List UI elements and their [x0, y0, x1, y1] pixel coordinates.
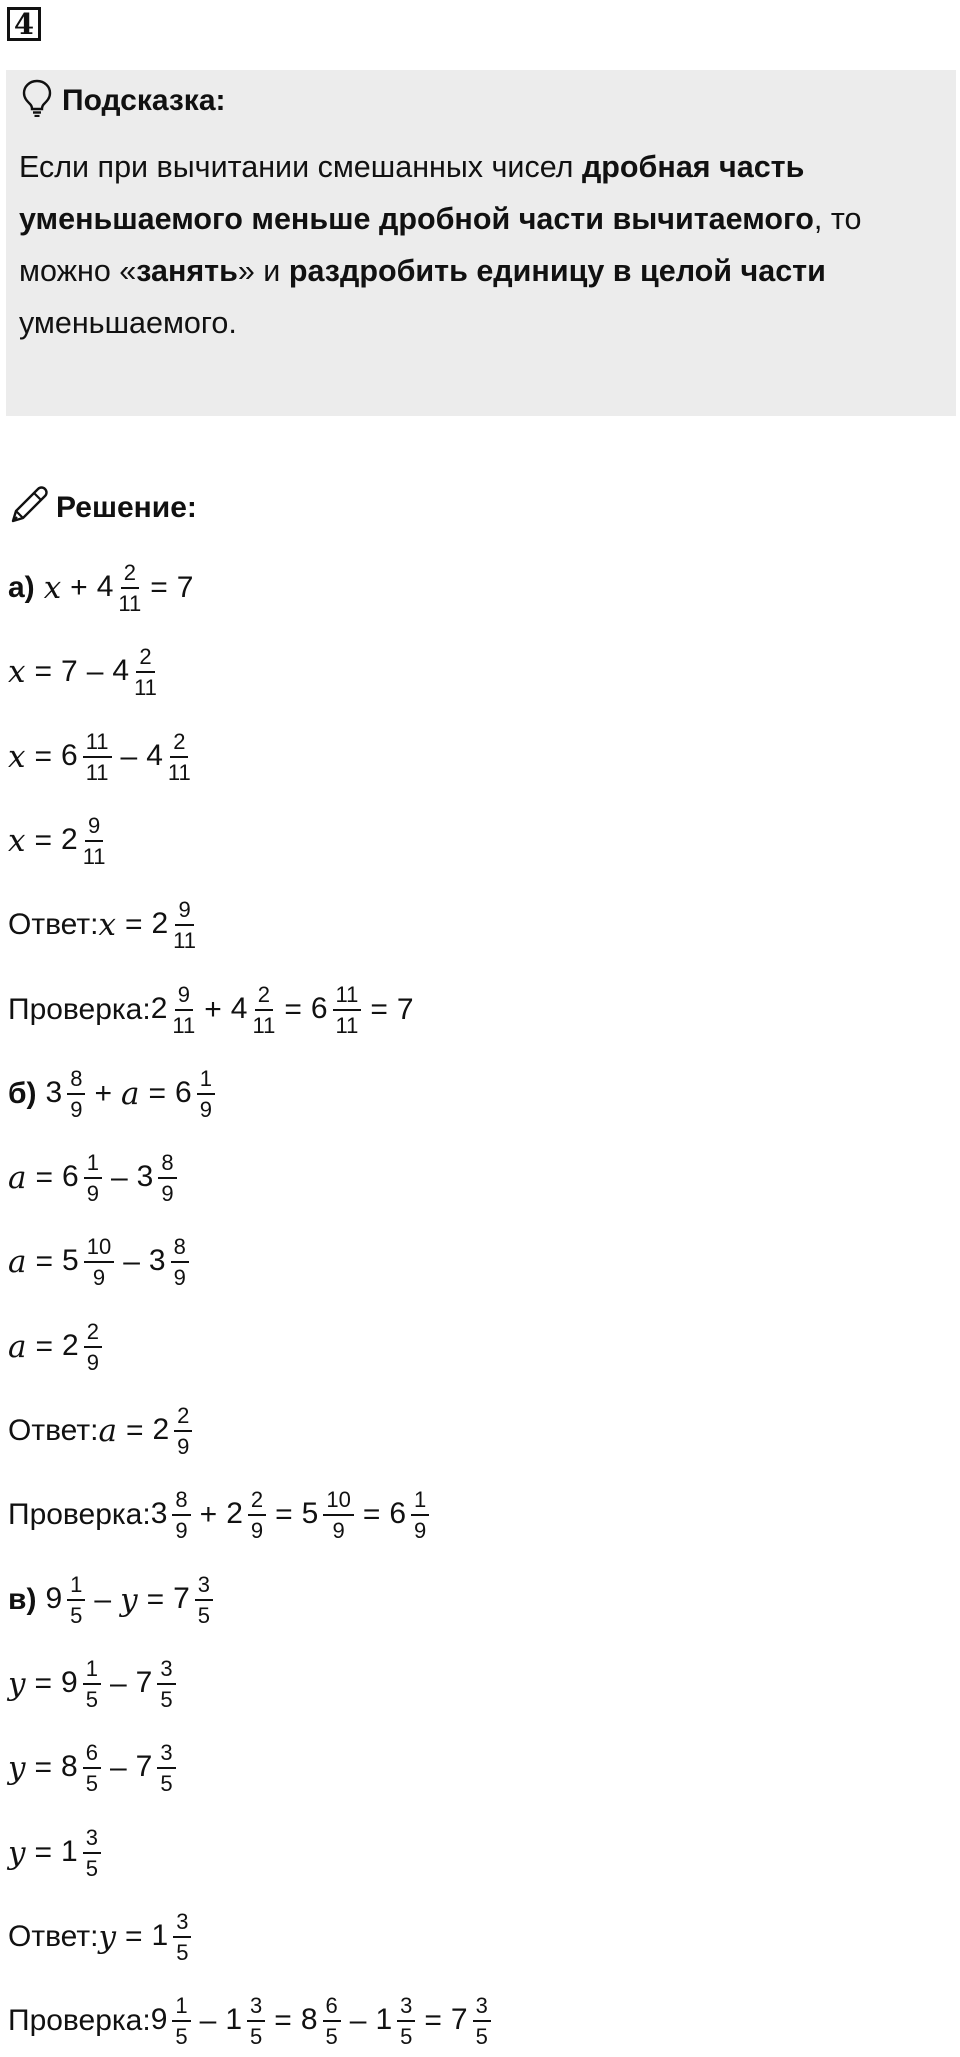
operator: = [275, 1498, 293, 1531]
whole-part: 3 [148, 1243, 166, 1277]
fraction [171, 1234, 189, 1290]
equation-line [8, 1648, 176, 1720]
fraction [83, 1656, 101, 1712]
equation-line [8, 721, 191, 793]
denominator: 5 [197, 1603, 211, 1628]
numerator: 2 [255, 982, 273, 1011]
denominator: 9 [199, 1097, 212, 1122]
whole-part: 2 [151, 906, 169, 940]
operator: = [35, 1330, 54, 1363]
hint-header [22, 79, 226, 122]
numerator: 2 [136, 644, 154, 673]
whole-part: 6 [310, 991, 328, 1025]
operator: + [94, 1077, 112, 1110]
denominator: 9 [414, 1518, 427, 1543]
text: Ответ: [8, 908, 99, 941]
denominator: 5 [70, 1603, 83, 1628]
operator: + [204, 993, 222, 1026]
numerator: 1 [67, 1572, 85, 1601]
operator: = [124, 908, 143, 941]
numerator: 3 [195, 1572, 213, 1601]
whole-part: 6 [389, 1496, 407, 1530]
whole-part: 2 [150, 991, 168, 1025]
denominator: 5 [400, 2024, 413, 2049]
task-number-badge: 4 [7, 7, 41, 41]
numerator: 1 [197, 1066, 215, 1095]
denominator: 9 [173, 1265, 186, 1290]
whole-part: 3 [136, 1159, 154, 1193]
whole-part: 1 [61, 1834, 78, 1868]
mixed-number [136, 1656, 176, 1712]
mixed-number [173, 1572, 213, 1628]
mixed-number [61, 1656, 101, 1712]
mixed-number [137, 1150, 177, 1206]
numerator: 9 [175, 982, 193, 1011]
fraction [172, 1487, 190, 1543]
numerator: 3 [247, 1993, 265, 2022]
operator: – [86, 655, 104, 688]
operator: – [109, 1751, 127, 1784]
mixed-number [311, 982, 362, 1038]
operator: = [34, 655, 53, 688]
numerator: 8 [158, 1150, 176, 1179]
hint-title: Подсказка: [62, 83, 226, 117]
operator: = [34, 1667, 53, 1700]
mixed-number [61, 1825, 101, 1881]
fraction [323, 1993, 341, 2049]
text: Ответ: [8, 1920, 99, 1953]
numerator: 6 [83, 1740, 101, 1769]
equation-line [8, 1479, 429, 1551]
denominator: 11 [134, 675, 157, 700]
equation-line [8, 1311, 102, 1383]
lightbulb-icon [22, 79, 52, 122]
text: Проверка: [8, 993, 151, 1026]
fraction [84, 1319, 102, 1375]
whole-part: 7 [135, 1665, 153, 1699]
variable: x [8, 823, 26, 859]
fraction [397, 1993, 415, 2049]
numerator: 10 [84, 1234, 114, 1263]
mixed-number [231, 982, 276, 1038]
whole-part: 4 [230, 991, 248, 1025]
fraction [333, 982, 362, 1038]
mixed-number [61, 813, 106, 869]
denominator: 11 [172, 1013, 196, 1038]
operator: + [70, 571, 88, 604]
hint-bold-text: занять [136, 254, 238, 288]
equation-line [8, 636, 157, 708]
denominator: 9 [161, 1181, 174, 1206]
hint-panel [6, 70, 956, 416]
denominator: 9 [86, 1181, 99, 1206]
whole-part: 8 [300, 2002, 318, 2036]
variable: x [8, 739, 26, 775]
numerator: 2 [170, 729, 188, 758]
variable: x [8, 654, 26, 690]
denominator: 9 [177, 1434, 190, 1459]
mixed-number [112, 644, 157, 700]
denominator: 11 [252, 1013, 276, 1038]
mixed-number [175, 1066, 215, 1122]
whole-part: 3 [150, 1496, 168, 1530]
numerator: 8 [67, 1066, 85, 1095]
mixed-number [45, 1572, 85, 1628]
hint-bold-text: раздробить единицу в целой части [288, 254, 826, 288]
mixed-number [302, 1487, 354, 1543]
numerator: 3 [173, 1909, 191, 1938]
numerator: 11 [83, 729, 112, 758]
operator: = [146, 1583, 165, 1616]
fraction [168, 729, 191, 785]
text: Ответ: [8, 1414, 99, 1447]
fraction [157, 1740, 175, 1796]
denominator: 5 [160, 1771, 173, 1796]
pencil-icon [8, 484, 50, 531]
equation-line [8, 1564, 213, 1636]
whole-part: 6 [175, 1075, 192, 1109]
numerator: 3 [473, 1993, 491, 2022]
fraction [67, 1066, 85, 1122]
variable: y [8, 1750, 26, 1786]
mixed-number [451, 1993, 491, 2049]
variable: y [8, 1835, 26, 1871]
numerator: 1 [172, 1993, 190, 2022]
operator: – [110, 1161, 128, 1194]
part-label: б) [8, 1077, 37, 1110]
operator: – [109, 1667, 127, 1700]
fraction [83, 1740, 101, 1796]
numerator: 2 [121, 560, 139, 589]
equation-line [8, 805, 106, 877]
numerator: 3 [83, 1825, 101, 1854]
operator: = [150, 571, 168, 604]
whole-part: 9 [45, 1581, 63, 1615]
operator: = [362, 1498, 381, 1531]
whole-part: 4 [146, 738, 163, 772]
denominator: 11 [85, 760, 109, 785]
denominator: 9 [92, 1265, 106, 1290]
equation-line [8, 1058, 215, 1130]
solution-header [8, 484, 197, 531]
part-label: в) [8, 1583, 37, 1616]
fraction [248, 1487, 266, 1543]
whole-part: 1 [225, 2002, 243, 2036]
equation-line [8, 974, 414, 1046]
whole-part: 7 [173, 1581, 190, 1615]
operator: = [424, 2004, 442, 2037]
operator: – [349, 2004, 367, 2037]
part-label: а) [8, 571, 35, 604]
mixed-number [62, 1150, 102, 1206]
mixed-number [46, 1066, 86, 1122]
text: 7 [396, 993, 414, 1026]
fraction [134, 644, 157, 700]
mixed-number [152, 1403, 192, 1459]
fraction [84, 1150, 102, 1206]
denominator: 5 [475, 2024, 488, 2049]
whole-part: 3 [45, 1075, 63, 1109]
whole-part: 2 [226, 1496, 243, 1530]
whole-part: 8 [61, 1749, 78, 1783]
fraction [67, 1572, 85, 1628]
variable: y [98, 1919, 116, 1955]
whole-part: 6 [62, 1159, 79, 1193]
equation-line [8, 1226, 189, 1298]
numerator: 2 [174, 1403, 192, 1432]
operator: – [94, 1583, 112, 1616]
whole-part: 1 [375, 2002, 393, 2036]
numerator: 11 [333, 982, 362, 1011]
denominator: 9 [86, 1350, 99, 1375]
variable: a [8, 1244, 27, 1280]
mixed-number [61, 729, 112, 785]
numerator: 3 [157, 1656, 175, 1685]
operator: = [148, 1077, 167, 1110]
fraction [83, 729, 112, 785]
variable: x [43, 570, 62, 606]
whole-part: 2 [152, 1412, 170, 1446]
whole-part: 9 [61, 1665, 78, 1699]
text: Проверка: [8, 2004, 151, 2037]
whole-part: 4 [96, 569, 114, 603]
operator: = [370, 993, 388, 1026]
mixed-number [151, 1993, 191, 2049]
mixed-number [301, 1993, 341, 2049]
numerator: 2 [84, 1319, 102, 1348]
whole-part: 7 [135, 1749, 153, 1783]
denominator: 11 [173, 928, 196, 953]
mixed-number [97, 560, 142, 616]
equation-line [8, 1901, 191, 1973]
text: Проверка: [8, 1498, 151, 1531]
variable: x [98, 907, 116, 943]
denominator: 5 [85, 1687, 98, 1712]
mixed-number [149, 1234, 189, 1290]
equation-line [8, 889, 196, 961]
equation-line [8, 1985, 491, 2057]
whole-part: 6 [61, 738, 78, 772]
fraction [323, 1487, 353, 1543]
variable: a [8, 1329, 27, 1365]
mixed-number [151, 982, 196, 1038]
variable: a [8, 1160, 27, 1196]
fraction [172, 1993, 190, 2049]
denominator: 11 [167, 760, 191, 785]
equation-line [8, 1732, 176, 1804]
numerator: 1 [411, 1487, 429, 1516]
mixed-number [62, 1234, 114, 1290]
whole-part: 2 [62, 1328, 79, 1362]
numerator: 8 [171, 1234, 189, 1263]
variable: y [120, 1582, 138, 1618]
mixed-number [152, 1909, 192, 1965]
numerator: 2 [248, 1487, 266, 1516]
fraction [83, 1825, 101, 1881]
fraction [118, 560, 141, 616]
denominator: 5 [85, 1771, 98, 1796]
numerator: 9 [175, 897, 193, 926]
operator: – [123, 1245, 140, 1278]
numerator: 1 [84, 1150, 102, 1179]
whole-part: 5 [62, 1243, 79, 1277]
denominator: 5 [176, 1940, 189, 1965]
mixed-number [225, 1993, 265, 2049]
fraction [84, 1234, 114, 1290]
operator: = [124, 1920, 143, 1953]
hint-text [19, 141, 944, 349]
denominator: 9 [250, 1518, 264, 1543]
equation-line [8, 1395, 192, 1467]
denominator: 5 [325, 2024, 338, 2049]
fraction [172, 982, 195, 1038]
whole-part: 9 [150, 2002, 168, 2036]
mixed-number [151, 1487, 191, 1543]
numerator: 8 [172, 1487, 190, 1516]
equation-line [8, 1817, 101, 1889]
operator: = [34, 1836, 53, 1869]
fraction [252, 982, 275, 1038]
denominator: 5 [175, 2024, 188, 2049]
mixed-number [61, 1740, 101, 1796]
whole-part: 5 [301, 1496, 319, 1530]
operator: = [34, 824, 53, 857]
fraction [158, 1150, 176, 1206]
whole-part: 1 [151, 1918, 169, 1952]
hint-bold-text: дробная часть уменьшаемого меньше дробной части вычитаемого [19, 150, 814, 236]
denominator: 11 [335, 1013, 359, 1038]
mixed-number [226, 1487, 266, 1543]
mixed-number [146, 729, 191, 785]
numerator: 3 [397, 1993, 415, 2022]
variable: y [8, 1666, 26, 1702]
denominator: 11 [118, 591, 142, 616]
numerator: 1 [83, 1656, 101, 1685]
hint-plain-text: уменьшаемого. [19, 306, 237, 340]
operator: – [120, 740, 138, 773]
hint-plain-text: » и [237, 254, 289, 288]
mixed-number [375, 1993, 415, 2049]
whole-part: 4 [112, 653, 130, 687]
fraction [197, 1066, 215, 1122]
equation-line [8, 1142, 177, 1214]
denominator: 9 [332, 1518, 345, 1543]
operator: = [34, 1751, 53, 1784]
numerator: 10 [323, 1487, 353, 1516]
denominator: 5 [160, 1687, 173, 1712]
text: 7 [61, 655, 78, 688]
fraction [247, 1993, 265, 2049]
fraction [157, 1656, 175, 1712]
fraction [173, 1909, 191, 1965]
fraction [83, 813, 106, 869]
equation-line [8, 552, 193, 624]
fraction [173, 897, 196, 953]
operator: + [199, 1498, 218, 1531]
mixed-number [389, 1487, 429, 1543]
fraction [473, 1993, 491, 2049]
whole-part: 2 [61, 822, 78, 856]
mixed-number [62, 1319, 102, 1375]
variable: a [121, 1076, 140, 1112]
denominator: 9 [175, 1518, 188, 1543]
hint-plain-text: Если при вычитании смешанных чисел [19, 150, 582, 184]
numerator: 9 [85, 813, 103, 842]
numerator: 6 [323, 1993, 341, 2022]
fraction [411, 1487, 429, 1543]
mixed-number [151, 897, 196, 953]
denominator: 11 [82, 844, 106, 869]
mixed-number [136, 1740, 176, 1796]
text: 7 [176, 571, 194, 604]
operator: = [35, 1161, 54, 1194]
denominator: 9 [70, 1097, 83, 1122]
operator: = [34, 740, 53, 773]
solution-title: Решение: [56, 490, 197, 524]
operator: = [284, 993, 302, 1026]
operator: – [199, 2004, 217, 2037]
hint-plain-text: , то можно « [19, 202, 862, 288]
numerator: 3 [157, 1740, 175, 1769]
fraction [174, 1403, 192, 1459]
operator: = [35, 1245, 54, 1278]
denominator: 5 [85, 1856, 98, 1881]
denominator: 5 [250, 2024, 263, 2049]
fraction [195, 1572, 213, 1628]
operator: = [274, 2004, 292, 2037]
operator: = [125, 1414, 144, 1447]
variable: a [98, 1413, 117, 1449]
whole-part: 7 [450, 2002, 468, 2036]
